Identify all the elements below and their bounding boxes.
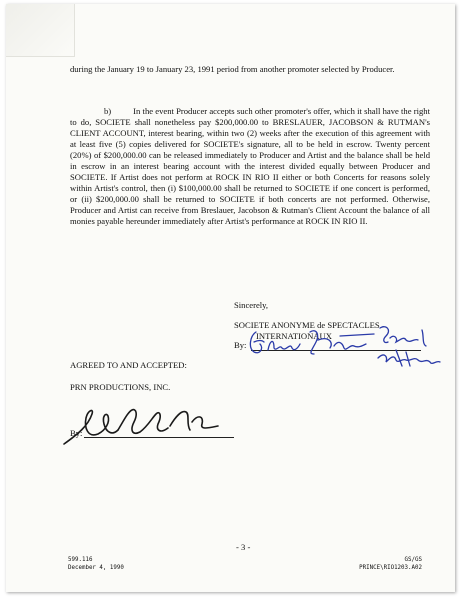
footer-document-path: PRINCE\RIO1203.A02	[359, 565, 422, 571]
footer-right	[354, 556, 422, 572]
company-name-line1: SOCIETE ANONYME de SPECTACLES	[234, 320, 380, 330]
handwritten-signature-prn	[58, 404, 238, 450]
paragraph-b-label: b)	[104, 106, 112, 116]
footer-initials: GS/GS	[404, 557, 422, 563]
signature-by-label: By:	[234, 340, 247, 350]
paragraph-b-text: In the event Producer accepts such other promoter's offer, which it shall have the right to do, SOCIETE shall nonetheless pay $200,000.00 to BRESLAUER, JACOBSON & RUTMAN's CLIENT ACCOUNT, interest bearing, within two (2) weeks after the execution of this agreement with at least five (5) copies delivered for SOCIETE's signature, all to be held in escrow. Twenty percent (20%) of $200,000.00 can be released immediately to Producer and Artist and the balance shall be held in escrow in an interest bearing account with the interest divided equally between Producer and SOCIETE. If Artist does not perform at ROCK IN RIO II either or both Concerts for reasons solely within Artist's control, then (i) $100,000.00 shall be returned to SOCIETE if one concert is performed, or (ii) $200,000.00 shall be returned to SOCIETE if both concerts are not performed. Otherwise, Producer and Artist can receive from Breslauer, Jacobson & Rutman's Client Account the balance of all monies payable hereunder immediately after Artist's performance at ROCK IN RIO II.	[70, 106, 430, 226]
handwritten-signature-attorney	[246, 322, 446, 370]
footer-date: December 4, 1990	[68, 565, 124, 571]
closing-sincerely: Sincerely,	[234, 300, 269, 310]
footer-file-number: 599.116	[68, 557, 93, 563]
folded-corner	[6, 4, 75, 57]
agreed-accepted: AGREED TO AND ACCEPTED:	[70, 360, 187, 370]
signature-by-label-left: By:	[70, 428, 83, 438]
page-number: - 3 -	[236, 542, 251, 552]
prn-productions: PRN PRODUCTIONS, INC.	[70, 382, 171, 392]
document-page	[6, 4, 455, 592]
footer-left	[68, 556, 124, 572]
company-name-line2: INTERNATIONAUX	[256, 331, 332, 341]
paragraph-continuation: during the January 19 to January 23, 1991 period from another promoter selected by Producer.	[70, 64, 395, 74]
paragraph-b	[70, 106, 430, 227]
